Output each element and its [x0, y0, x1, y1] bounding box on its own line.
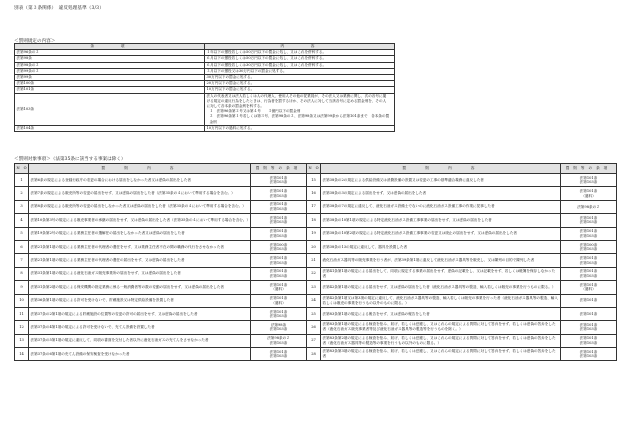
content-line: げる規定の違反行為をしたときは、行為者を罰するほか、その法人に対して当該各号に定める罰金刑を、その人 [206, 98, 387, 103]
penalty-article: 法第103条 [579, 247, 598, 252]
article-cell: 法第103条 [15, 93, 205, 125]
row-number: 19 [307, 227, 321, 240]
penalty-article: 法第103条 [269, 327, 288, 332]
penalty-content: 法第42条第1項の規定による届出をせず、又は虚偽の届出をした者（液化石油ガス器具等の製造、輸入若しくは販売の事業を行うものに限る。） [321, 281, 561, 294]
penalty-article-cell [251, 227, 307, 240]
penalty-article-cell [251, 321, 307, 334]
table-row [15, 307, 617, 320]
content-line: １ 法第96条第２号又は第４号 ３億円以下の罰金刑 [209, 109, 301, 114]
penalty-article-cell [251, 281, 307, 294]
column-header-no: NO [307, 164, 321, 174]
column-header-article: 罰則等の条項 [251, 164, 307, 174]
penalty-content: 法第37条の6第1項の充てん設備の保安検査を受けなかった者 [29, 348, 251, 361]
penalty-article-cell [561, 281, 617, 294]
content-line: 法人の代表者又は法人若しくは人の代理人、使用人その他の従業員が、その法人又は業務に関し、次の各号に掲 [206, 93, 387, 98]
table-header-row [15, 164, 617, 174]
article-cell: 法第101条 [15, 87, 205, 93]
penalty-content: 法第38条の10第2項の規定による特定液化石油ガス設備工事事業の変更又は廃止の届出をせず、又は虚偽の届出をした者 [321, 227, 561, 240]
penalty-content: 法第38条の2の規定による供給設備又は消費設備の設置又は変更の工事の基準適合義務に違反した者 [321, 174, 561, 187]
table-row [15, 254, 617, 267]
penalty-article-cell [251, 348, 307, 361]
penalty-targets-table [14, 163, 617, 361]
table-row [15, 227, 617, 240]
column-header-content: 内 容 [205, 44, 395, 50]
row-number: 11 [15, 307, 29, 320]
table-row [15, 348, 617, 361]
row-number: 12 [15, 321, 29, 334]
content-cell: 30万円以下の罰金に処する。 [205, 75, 395, 81]
row-number: 14 [15, 348, 29, 361]
table-row [15, 294, 617, 307]
penalty-article: 法第103条 [269, 260, 288, 265]
penalty-article: （過料） [271, 287, 286, 292]
penalty-content: 法第31条第2項の規定による保安機関の指定業務に係る一般消費者等の数の変動の届出をせず、又は虚偽の届出をした者 [29, 281, 251, 294]
content-cell: ６月以下の懲役若しくは30万円以下の罰金に処し、又はこれを併科する。 [205, 62, 395, 68]
column-header-article: 条 項 [15, 44, 205, 50]
penalty-content: 法第83条第2項の規定による検査を拒み、妨げ、若しくは忌避し、又はこれらの規定による質問に対して答弁をせず、若しくは虚偽の答弁をした者（液化石油ガス器具等の製造等の事業を行うもの以外のものに限る。） [321, 334, 561, 347]
penalty-article-cell [251, 240, 307, 253]
penalty-article: 法第101条 [579, 282, 598, 287]
penalty-provisions-title: ＜罰則規定の内容＞ [14, 39, 56, 44]
row-number: 7 [15, 254, 29, 267]
penalty-provisions-table [14, 43, 395, 132]
content-cell [205, 93, 395, 125]
row-number: 6 [15, 240, 29, 253]
penalty-article-cell [561, 200, 617, 213]
column-header-content: 罰 則 内 容 [29, 164, 251, 174]
row-number: 4 [15, 214, 29, 227]
article-cell: 法第96条の２ [15, 50, 205, 56]
penalty-article: 法第103条 [579, 260, 598, 265]
penalty-article-cell [561, 307, 617, 320]
penalty-content: 法第37条の4第1項の規定による許可を受けないで、充てん設備を設置した者 [29, 321, 251, 334]
row-number: 16 [307, 187, 321, 200]
table-row [15, 125, 395, 131]
table-row [15, 240, 617, 253]
penalty-article-cell [251, 200, 307, 213]
penalty-article: 法第101条 [269, 296, 288, 301]
penalty-content: 法第36条第1項の規定による許可を受けないで、貯蔵施設又は特定供給設備を設置した者 [29, 294, 251, 307]
content-cell: １年以下の懲役若しくは50万円以下の罰金に処し、又はこれを併科する。 [205, 50, 395, 56]
row-number: 24 [307, 294, 321, 307]
penalty-content: 法第41条第1項の規定による届出をして、同項に規定する事業の届出をせず、虚偽の記載をし、又は記載をせず、若しくは帳簿を保存しなかった者 [321, 267, 561, 280]
row-number: 26 [307, 321, 321, 334]
table-row [15, 267, 617, 280]
penalty-article-cell [251, 174, 307, 187]
penalty-article: （過料） [581, 193, 596, 198]
content-line: ２ 法第96条第１号若しくは第３号、法第98条の２、法第98条又は法第99条から法第101条まで 各本条の罰 [209, 114, 390, 119]
penalty-article: 法第103条 [269, 180, 288, 185]
penalty-content: 法第37条の5第1項の規定に違反して、同項の書面を交付した者以外に液化石油ガスの充てんをさせなかった者 [29, 334, 251, 347]
penalty-article: 法第100条 [269, 242, 288, 247]
penalty-content: 法第38条の13の規定に違反して、器具を設置した者 [321, 240, 561, 253]
penalty-article-cell [251, 254, 307, 267]
penalty-article: 法第101条 [269, 255, 288, 260]
penalty-article: 法第100条 [579, 242, 598, 247]
penalty-content: 法第8条の規定による販売所等の変更の届出をしなかった者又は虚偽の届出をした者（法第35条の４において準用する場合を含む。） [29, 200, 251, 213]
penalty-article-cell [561, 214, 617, 227]
penalty-article-cell [251, 267, 307, 280]
penalty-article: 法第101条 [269, 282, 288, 287]
penalty-article: 法第101条 [269, 215, 288, 220]
row-number: 25 [307, 307, 321, 320]
column-header-no: NO [15, 164, 29, 174]
penalty-article-cell [561, 294, 617, 307]
penalty-targets-body [15, 174, 617, 361]
penalty-article: 法第101条 [269, 309, 288, 314]
penalty-article: 法第101条 [579, 349, 598, 354]
row-number: 17 [307, 200, 321, 213]
penalty-article: 法第101条 [579, 336, 598, 341]
table-row [15, 200, 617, 213]
penalty-article-cell [561, 227, 617, 240]
row-number: 2 [15, 187, 29, 200]
table-row [15, 174, 617, 187]
penalty-article: 法第103条 [269, 354, 288, 359]
penalty-article: 法第101条 [269, 349, 288, 354]
penalty-article-cell [561, 348, 617, 361]
penalty-content: 液化石油ガス器具等の販売事業を行う者が、法第39条第1項に違反して液化石油ガス器具等を販売し、又は陳列の目的で陳列した者 [321, 254, 561, 267]
penalty-article: 法第103条 [579, 180, 598, 185]
penalty-article-cell [251, 334, 307, 347]
penalty-article: 法第101条 [269, 188, 288, 193]
penalty-article-cell [561, 321, 617, 334]
penalty-article: 法第103条 [579, 327, 598, 332]
table-row [15, 214, 617, 227]
row-number: 23 [307, 281, 321, 294]
penalty-article: 法第101条 [269, 269, 288, 274]
penalty-article: 法第103条 [269, 233, 288, 238]
row-number: 10 [15, 294, 29, 307]
article-cell: 法第98条の２ [15, 62, 205, 68]
penalty-article: 法第103条 [269, 247, 288, 252]
penalty-content: 法第21条第1項の規定による業務主任者の代理者の選任の届出をせず、又は虚偽の届出をした者 [29, 254, 251, 267]
content-line: に対して各本条の罰金刑を科する。 [206, 104, 264, 109]
penalty-content: 法第38条の7の規定に違反して、液化石油ガス設備士でないのに液化石油ガス設備工事の作業に従事した者 [321, 200, 561, 213]
penalty-article: 法第98条の２ [267, 336, 290, 341]
penalty-content: 法第83条第3項の規定による検査を拒み、妨げ、若しくは忌避し、又はこれらの規定による質問に対して答弁をせず、若しくは虚偽の答弁をした者 [321, 348, 561, 361]
penalty-content: 法第19条第2号の規定による業務主任者の選解任の届出をしなかった者又は虚偽の届出をした者 [29, 227, 251, 240]
article-cell: 法第100条 [15, 81, 205, 87]
row-number: 8 [15, 267, 29, 280]
penalty-article: 法第103条 [579, 233, 598, 238]
row-number: 27 [307, 334, 321, 347]
penalty-article: 法第101条 [579, 229, 598, 234]
penalty-article: 法第101条 [579, 215, 598, 220]
row-number: 21 [307, 254, 321, 267]
penalty-article: （過料） [271, 300, 286, 305]
penalty-content: 法第83条第1項の規定による報告をせず、又は虚偽の報告をした者 [321, 307, 561, 320]
row-number: 28 [307, 348, 321, 361]
table-row [15, 93, 395, 125]
penalty-article-cell [561, 174, 617, 187]
penalty-article-cell [251, 294, 307, 307]
penalty-targets-title: ＜罰則対象事項＞（法第35条に該当する事案は除く） [14, 157, 126, 162]
article-cell: 法第104条 [15, 125, 205, 131]
penalty-article-cell [561, 240, 617, 253]
penalty-article: 法第103条 [579, 220, 598, 225]
content-cell: 20万円以下の罰金に処する。 [205, 81, 395, 87]
penalty-article: 法第103条 [269, 340, 288, 345]
penalty-article: 法第101条 [269, 202, 288, 207]
penalty-article-cell [561, 187, 617, 200]
penalty-article: 法第101条 [579, 175, 598, 180]
penalty-content: 法第31条第1項の規定による液化石油ガス販売事業所の届出をせず、又は虚偽の届出をした者 [29, 267, 251, 280]
penalty-content: 法第10条第3号の規定による販売事業者の承継の届出をせず、又は虚偽の届出をした者（法第35条の４において準用する場合を含む。） [29, 214, 251, 227]
penalty-content: 法第21条第1項の規定による業務主任者の代理者の選任をせず、又は業務主任者不在の間の職務の代行をさせなかった者 [29, 240, 251, 253]
penalty-article: 法第101条 [579, 322, 598, 327]
penalty-article: 法第103条 [269, 193, 288, 198]
row-number: 18 [307, 214, 321, 227]
penalty-article: 法第101条 [579, 311, 598, 316]
row-number: 13 [15, 334, 29, 347]
penalty-article: 法第103条 [579, 354, 598, 359]
penalty-article-cell [251, 214, 307, 227]
penalty-article: （過料） [581, 287, 596, 292]
penalty-article: 法第101条 [269, 229, 288, 234]
penalty-content: 法第6条の規定による登録行政庁の変更の場合における届出をしなかった者又は虚偽の届出をした者 [29, 174, 251, 187]
penalty-article: 法第101条 [579, 269, 598, 274]
penalty-article: 法第98条の２ [577, 204, 600, 209]
penalty-article: 法第101条 [579, 255, 598, 260]
penalty-content: 法第37条の2第1項の規定による貯蔵施設の位置等の変更の許可の届出をせず、又は虚偽の届出をした者 [29, 307, 251, 320]
penalty-article-cell [251, 187, 307, 200]
penalty-content: 法第38条の10第1項の規定による特定液化石油ガス設備工事事業の届出をせず、又は虚偽の届出をした者 [321, 214, 561, 227]
article-cell: 法第99条 [15, 75, 205, 81]
row-number: 22 [307, 267, 321, 280]
content-line: 金刑 [209, 119, 217, 124]
penalty-article: 法第103条 [579, 340, 598, 345]
penalty-article-cell [561, 267, 617, 280]
table-row [15, 187, 617, 200]
penalty-content: 法第38条の3の規定による届出をせず、又は虚偽の届出をした者 [321, 187, 561, 200]
content-cell: ６月以下の懲役若しくは50万円以下の罰金に処し、又はこれを併科する。 [205, 56, 395, 62]
table-row [15, 334, 617, 347]
column-header-content: 罰 則 内 容 [321, 164, 561, 174]
row-number: 15 [307, 174, 321, 187]
penalty-article: 法第101条 [579, 298, 598, 303]
article-cell: 法第99条の２ [15, 68, 205, 74]
row-number: 20 [307, 240, 321, 253]
column-header-article: 罰則等の条項 [561, 164, 617, 174]
penalty-article-cell [561, 334, 617, 347]
penalty-article: 法第101条 [579, 188, 598, 193]
content-cell: 10万円以下の罰金に処する。 [205, 87, 395, 93]
penalty-article: 法第103条 [269, 273, 288, 278]
penalty-article: 法第98条 [270, 322, 287, 327]
content-cell: ３月以下の懲役又は30万円以下の罰金に処する。 [205, 68, 395, 74]
penalty-content: 法第42条第1項又は第3項の規定に違反して、液化石油ガス器具等の製造、輸入若しくは販売の事業を行った者（液化石油ガス器具等の製造、輸入若しくは販売の事業を行うもの以外のものに限る。） [321, 294, 561, 307]
penalty-article: 法第103条 [269, 220, 288, 225]
article-cell: 法第98条 [15, 56, 205, 62]
penalty-article: 法第101条 [269, 175, 288, 180]
penalty-article: 法第103条 [269, 314, 288, 319]
penalty-article-cell [251, 307, 307, 320]
row-number: 9 [15, 281, 29, 294]
table-row [15, 321, 617, 334]
table-row [15, 281, 617, 294]
content-cell: 10万円以下の過料に処する。 [205, 125, 395, 131]
row-number: 5 [15, 227, 29, 240]
penalty-content: 法第7条の規定による販売所等の変更の届出をせず、又は虚偽の届出をした者（法第35条の４において準用する場合を含む。） [29, 187, 251, 200]
penalty-article-cell [561, 254, 617, 267]
penalty-content: 法第83条第1項の規定による検査を拒み、妨げ、若しくは忌避し、又はこれらの規定による質問に対して答弁をせず、若しくは虚偽の答弁をした者（液化石油ガス販売事業者等及び液化石油ガス器具等の製造等を行うものを除く。） [321, 321, 561, 334]
row-number: 1 [15, 174, 29, 187]
row-number: 3 [15, 200, 29, 213]
penalty-article: 法第103条 [579, 273, 598, 278]
page-header: 別表（第３条関係） 違反処理基準（3/3） [14, 6, 104, 11]
penalty-article: 法第103条 [269, 206, 288, 211]
